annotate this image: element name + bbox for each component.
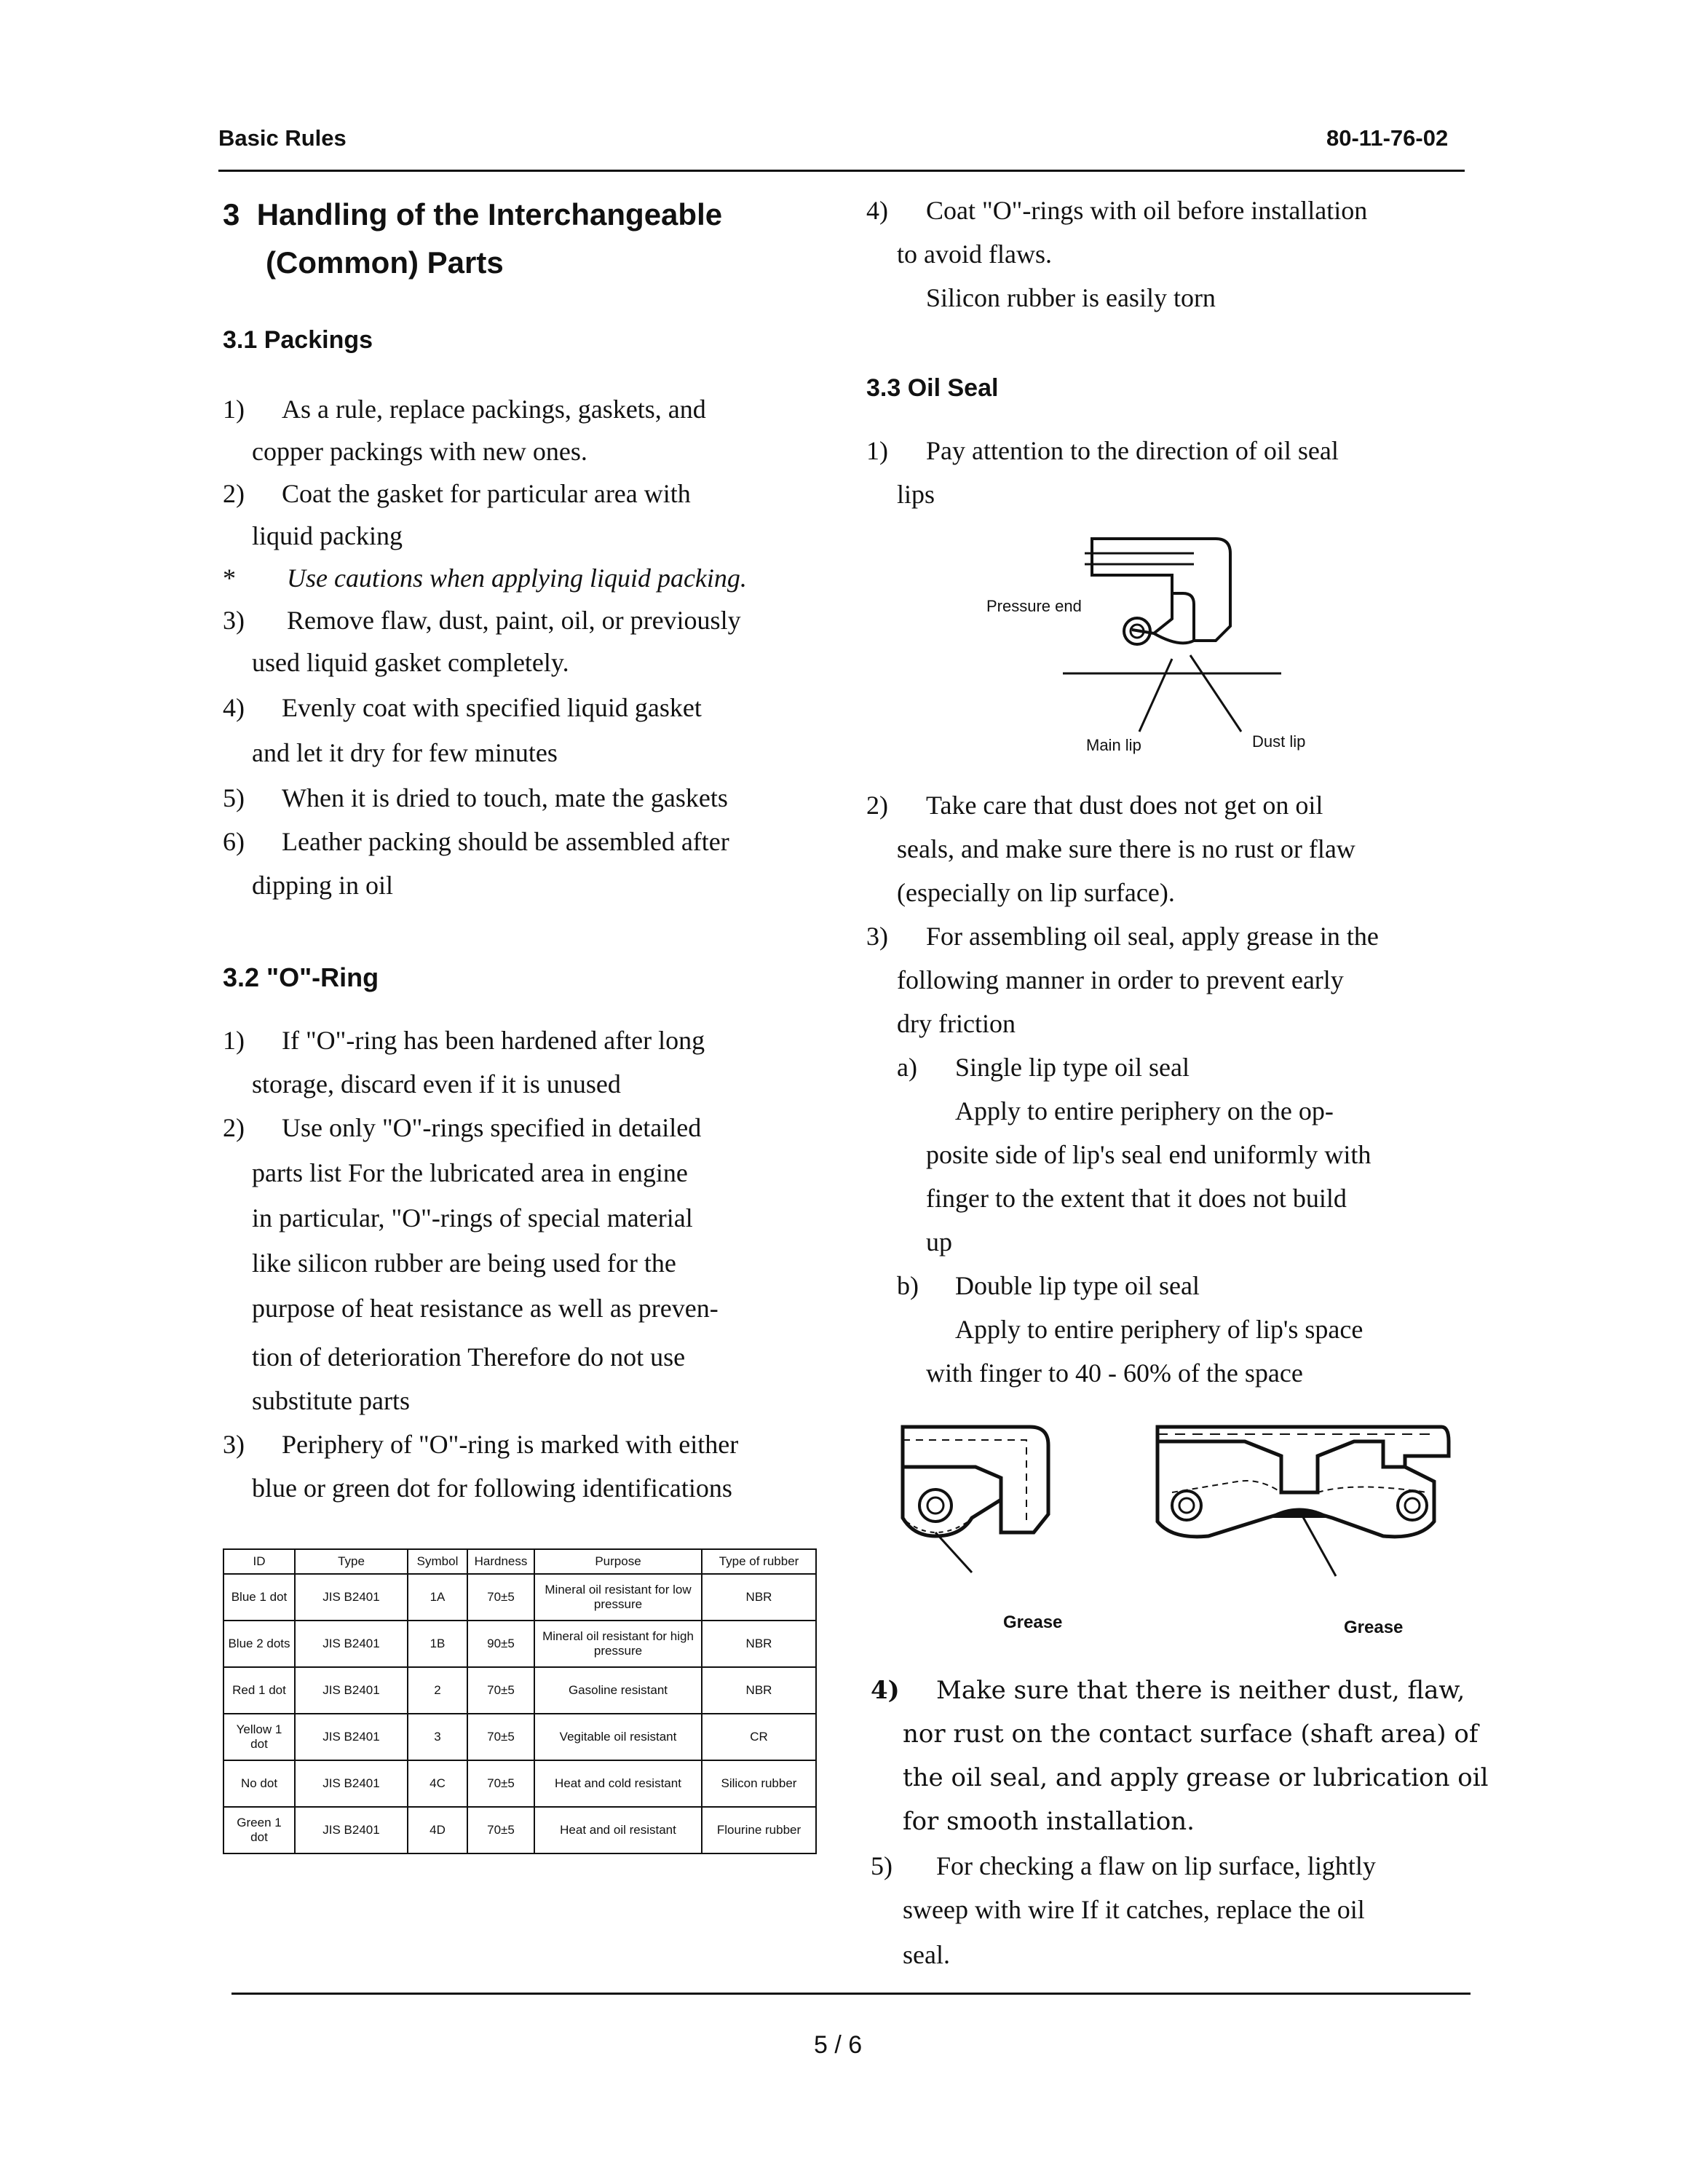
oilseal-item-number: 3) (866, 922, 888, 951)
footer-rule (231, 1993, 1471, 1995)
oilseal-item-1-line1: Pay attention to the direction of oil seal (926, 436, 1339, 465)
table-cell: 1A (408, 1574, 467, 1621)
packing-item-number: 2) (223, 479, 245, 508)
table-row (223, 1714, 816, 1760)
oring-item-2-line6: tion of deterioration Therefore do not use (252, 1342, 686, 1372)
sub-item-label-a: a) (897, 1053, 917, 1082)
oilseal-item-2-line1: Take care that dust does not get on oil (926, 791, 1323, 820)
table-cell: 2 (408, 1667, 467, 1714)
table-cell: Yellow 1 dot (223, 1714, 295, 1760)
section-number: 3 (223, 197, 240, 232)
oring-item-2-line2: parts list For the lubricated area in engine (252, 1158, 688, 1187)
packing-item-6-line2: dipping in oil (252, 871, 394, 900)
note-asterisk: * (223, 563, 236, 593)
single-lip-grease-diagram (892, 1412, 1139, 1587)
oring-item-2-line5: purpose of heat resistance as well as preven- (252, 1294, 719, 1323)
single-lip-line3: finger to the extent that it does not build (926, 1184, 1347, 1213)
table-cell: Flourine rubber (702, 1807, 816, 1853)
column-header: ID (223, 1549, 295, 1574)
table-row (223, 1807, 816, 1853)
column-header: Type of rubber (702, 1549, 816, 1574)
oilseal-item-number: 2) (866, 791, 888, 820)
single-lip-line4: up (926, 1227, 952, 1257)
table-cell: JIS B2401 (295, 1667, 408, 1714)
packing-item-1-line1: As a rule, replace packings, gaskets, and (282, 395, 706, 424)
table-cell: Gasoline resistant (534, 1667, 702, 1714)
oilseal-item-3-line2: following manner in order to prevent early (897, 965, 1344, 994)
oring-item-4-line1: Coat "O"-rings with oil before installation (926, 196, 1368, 225)
table-cell: 3 (408, 1714, 467, 1760)
oring-heading: 3.2 "O"-Ring (223, 962, 379, 992)
oilseal-item-5-line3: seal. (903, 1940, 950, 1969)
packing-item-2-line1: Coat the gasket for particular area with (282, 479, 691, 508)
column-header: Purpose (534, 1549, 702, 1574)
table-cell: Silicon rubber (702, 1760, 816, 1807)
table-cell: Mineral oil resistant for high pressure (534, 1621, 702, 1667)
oring-item-3-line2: blue or green dot for following identifications (252, 1473, 732, 1503)
table-cell: NBR (702, 1621, 816, 1667)
header-rule (218, 170, 1465, 172)
oilseal-item-3-line1: For assembling oil seal, apply grease in the (926, 922, 1379, 951)
column-header: Hardness (467, 1549, 534, 1574)
column-header: Type (295, 1549, 408, 1574)
packing-item-number: 6) (223, 827, 245, 856)
table-cell: 90±5 (467, 1621, 534, 1667)
table-cell: 4C (408, 1760, 467, 1807)
section-title (223, 191, 722, 287)
table-cell: 70±5 (467, 1714, 534, 1760)
packing-item-number: 3) (223, 606, 245, 635)
table-row (223, 1760, 816, 1807)
double-lip-title: Double lip type oil seal (955, 1271, 1200, 1300)
table-cell: JIS B2401 (295, 1760, 408, 1807)
packing-item-3-line1: Remove flaw, dust, paint, oil, or previously (287, 606, 741, 635)
section-title-line2: (Common) Parts (266, 245, 504, 280)
table-row (223, 1621, 816, 1667)
oring-item-4-line3: Silicon rubber is easily torn (926, 283, 1216, 312)
main-lip-label: Main lip (1086, 736, 1141, 754)
packing-item-6-line1: Leather packing should be assembled after (282, 827, 729, 856)
packings-heading: 3.1 Packings (223, 326, 373, 354)
oring-identification-table (223, 1548, 817, 1854)
table-cell: JIS B2401 (295, 1574, 408, 1621)
oring-item-2-line3: in particular, "O"-rings of special material (252, 1203, 693, 1233)
table-cell: Vegitable oil resistant (534, 1714, 702, 1760)
oring-item-number: 4) (866, 196, 888, 225)
oilseal-item-4-line4: for smooth installation. (903, 1807, 1195, 1836)
packing-item-3-line2: used liquid gasket completely. (252, 648, 569, 677)
double-lip-line1: Apply to entire periphery of lip's space (955, 1315, 1363, 1344)
table-cell: 70±5 (467, 1667, 534, 1714)
grease-label-double: Grease (1344, 1618, 1404, 1637)
packing-item-2-line2: liquid packing (252, 521, 403, 550)
packing-item-5-line1: When it is dried to touch, mate the gaskets (282, 783, 728, 812)
oilseal-heading: 3.3 Oil Seal (866, 374, 999, 402)
oilseal-item-1-line2: lips (897, 480, 935, 509)
packing-item-number: 5) (223, 783, 245, 812)
table-row (223, 1667, 816, 1714)
sub-item-label-b: b) (897, 1271, 919, 1300)
oilseal-item-number: 1) (866, 436, 888, 465)
table-cell: CR (702, 1714, 816, 1760)
dust-lip-label: Dust lip (1252, 732, 1306, 751)
table-cell: NBR (702, 1667, 816, 1714)
packing-item-4-line1: Evenly coat with specified liquid gasket (282, 693, 702, 722)
table-row (223, 1574, 816, 1621)
table-cell: 70±5 (467, 1574, 534, 1621)
table-cell: Green 1 dot (223, 1807, 295, 1853)
table-cell: Mineral oil resistant for low pressure (534, 1574, 702, 1621)
oilseal-item-4-line2: nor rust on the contact surface (shaft area) of (903, 1720, 1479, 1749)
table-header-row (223, 1549, 816, 1574)
oring-item-2-line1: Use only "O"-rings specified in detailed (282, 1113, 702, 1142)
packing-caution-note: Use cautions when applying liquid packing. (287, 563, 747, 593)
table-cell: Blue 2 dots (223, 1621, 295, 1667)
oilseal-item-4-line1: Make sure that there is neither dust, flaw, (936, 1676, 1465, 1705)
oring-item-number: 1) (223, 1026, 245, 1055)
oring-item-number: 2) (223, 1113, 245, 1142)
grease-label-single: Grease (1003, 1613, 1063, 1632)
table-cell: 1B (408, 1621, 467, 1667)
packing-item-1-line2: copper packings with new ones. (252, 437, 587, 466)
oring-item-number: 3) (223, 1430, 245, 1459)
table-cell: Heat and cold resistant (534, 1760, 702, 1807)
table-cell: JIS B2401 (295, 1621, 408, 1667)
oring-item-2-line7: substitute parts (252, 1386, 410, 1415)
double-lip-line2: with finger to 40 - 60% of the space (926, 1358, 1303, 1388)
oilseal-item-3-line3: dry friction (897, 1009, 1016, 1038)
oring-item-3-line1: Periphery of "O"-ring is marked with either (282, 1430, 739, 1459)
oilseal-item-2-line3: (especially on lip surface). (897, 878, 1175, 907)
oring-item-4-line2: to avoid flaws. (897, 240, 1052, 269)
table-cell: JIS B2401 (295, 1714, 408, 1760)
packing-item-4-line2: and let it dry for few minutes (252, 738, 558, 767)
oilseal-item-5-line2: sweep with wire If it catches, replace the oil (903, 1895, 1365, 1924)
oilseal-item-number: 5) (871, 1851, 892, 1880)
table-cell: NBR (702, 1574, 816, 1621)
oring-item-2-line4: like silicon rubber are being used for the (252, 1249, 676, 1278)
section-title-line1: Handling of the Interchangeable (256, 197, 723, 232)
single-lip-line2: posite side of lip's seal end uniformly with (926, 1140, 1372, 1169)
table-cell: 70±5 (467, 1760, 534, 1807)
column-header: Symbol (408, 1549, 467, 1574)
table-cell: Heat and oil resistant (534, 1807, 702, 1853)
header-title: Basic Rules (218, 125, 347, 151)
oring-item-1-line1: If "O"-ring has been hardened after long (282, 1026, 705, 1055)
oilseal-item-4-line3: the oil seal, and apply grease or lubrication oil (903, 1763, 1489, 1792)
oilseal-item-5-line1: For checking a flaw on lip surface, lightly (936, 1851, 1376, 1880)
packing-item-number: 1) (223, 395, 245, 424)
single-lip-title: Single lip type oil seal (955, 1053, 1190, 1082)
table-cell: 70±5 (467, 1807, 534, 1853)
document-number: 80-11-76-02 (1326, 125, 1449, 151)
single-lip-line1: Apply to entire periphery on the op- (955, 1096, 1334, 1125)
table-cell: Blue 1 dot (223, 1574, 295, 1621)
packing-item-number: 4) (223, 693, 245, 722)
oilseal-item-2-line2: seals, and make sure there is no rust or flaw (897, 834, 1355, 863)
table-cell: JIS B2401 (295, 1807, 408, 1853)
oil-seal-lip-diagram (975, 524, 1310, 764)
page-number: 5 / 6 (814, 2031, 863, 2059)
double-lip-grease-diagram (1143, 1412, 1463, 1594)
oilseal-item-number: 4) (871, 1676, 900, 1705)
oring-item-1-line2: storage, discard even if it is unused (252, 1069, 621, 1099)
table-cell: No dot (223, 1760, 295, 1807)
table-cell: Red 1 dot (223, 1667, 295, 1714)
pressure-end-label: Pressure end (986, 597, 1082, 615)
table-cell: 4D (408, 1807, 467, 1853)
